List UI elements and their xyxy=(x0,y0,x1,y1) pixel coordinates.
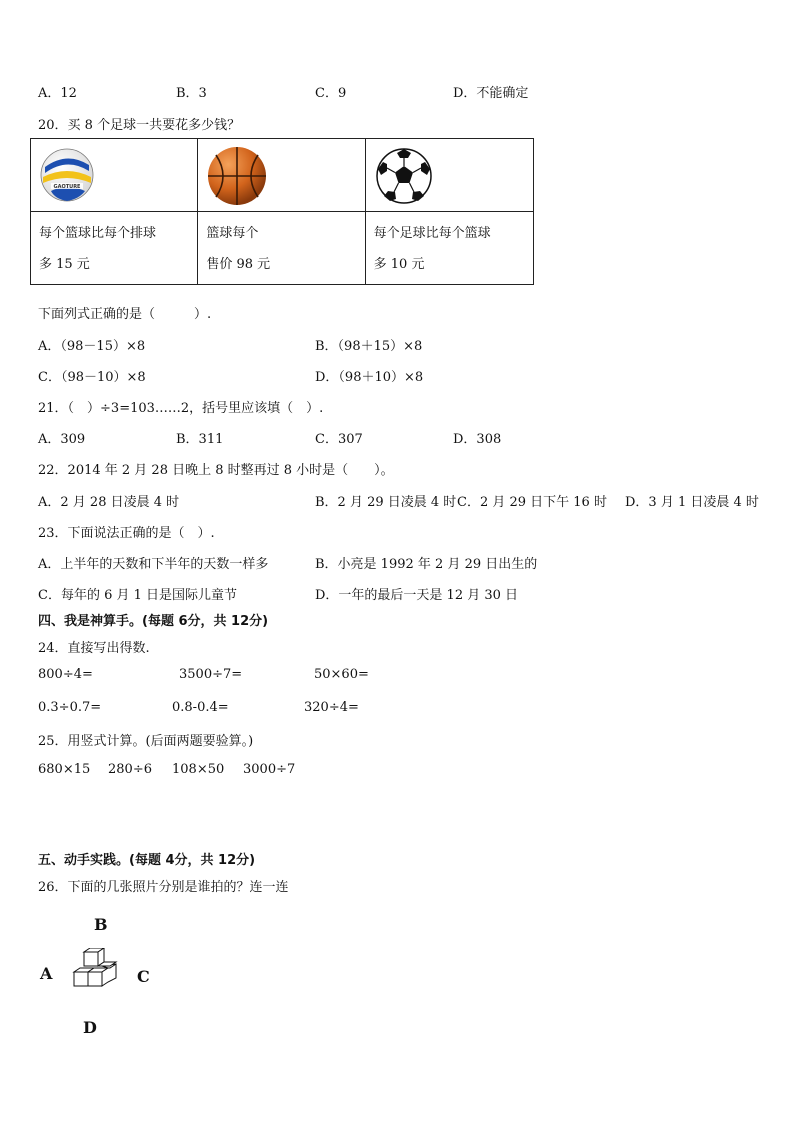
q21-option-c: C．307 xyxy=(315,432,363,447)
cell2-line1: 篮球每个 xyxy=(206,226,259,241)
q19-option-a: A．12 xyxy=(38,86,77,101)
cube-bl-front xyxy=(74,972,88,986)
q20-option-d: D．（98＋10）×8 xyxy=(315,370,424,385)
calc-320-div-4: 320÷4= xyxy=(304,700,359,715)
volleyball-brand: GAOTURE xyxy=(53,184,81,190)
soccer-text-cell xyxy=(365,212,533,285)
label-d: D xyxy=(83,1018,97,1037)
calc-800-div-4: 800÷4= xyxy=(38,667,93,682)
q21-stem: 21．（ ）÷3=103……2，括号里应该填（ ）. xyxy=(38,401,324,416)
q19-option-b: B．3 xyxy=(176,86,207,101)
vertical-calc-1: 680×15 xyxy=(38,762,91,777)
cell2-line2: 售价 98 元 xyxy=(206,257,271,272)
label-c: C xyxy=(137,967,150,986)
q25-stem: 25．用竖式计算。(后面两题要验算。) xyxy=(38,734,254,749)
q22-option-c: C．2 月 29 日下午 16 时 xyxy=(457,495,607,510)
cube-bm-front xyxy=(88,972,102,986)
calc-3500-div-7: 3500÷7= xyxy=(179,667,243,682)
q20-price-table xyxy=(30,138,534,285)
q24-stem: 24．直接写出得数. xyxy=(38,641,150,656)
volleyball-cell xyxy=(31,139,198,212)
q20-option-b: B．（98＋15）×8 xyxy=(315,339,423,354)
q23-stem: 23．下面说法正确的是（ ）. xyxy=(38,526,215,541)
soccer-ball-cell xyxy=(365,139,533,212)
q21-option-b: B．311 xyxy=(176,432,224,447)
q20-prompt: 下面列式正确的是（ ）. xyxy=(38,307,212,322)
cube-stack-diagram xyxy=(68,948,128,1008)
cube-top-front xyxy=(84,952,98,966)
q23-option-c: C．每年的 6 月 1 日是国际儿童节 xyxy=(38,588,238,603)
soccer-ball-icon xyxy=(375,147,433,205)
basketball-text-cell xyxy=(198,212,365,285)
q21-option-d: D．308 xyxy=(453,432,502,447)
vertical-calc-2: 280÷6 xyxy=(108,762,152,777)
q22-option-d: D．3 月 1 日凌晨 4 时 xyxy=(625,495,759,510)
q20-option-c: C．（98－10）×8 xyxy=(38,370,146,385)
q22-option-a: A．2 月 28 日凌晨 4 时 xyxy=(38,495,180,510)
label-a: A xyxy=(40,964,53,983)
section5-heading: 五、动手实践。(每题 4分，共 12分) xyxy=(38,853,256,868)
calc-50-times-60: 50×60= xyxy=(314,667,369,682)
q22-stem: 22．2014 年 2 月 28 日晚上 8 时整再过 8 小时是（ ）。 xyxy=(38,463,394,478)
cell1-line2: 多 15 元 xyxy=(39,257,90,272)
basketball-cell xyxy=(198,139,365,212)
q23-option-b: B．小亮是 1992 年 2 月 29 日出生的 xyxy=(315,557,538,572)
q19-option-d: D．不能确定 xyxy=(453,86,529,101)
q20-stem: 20．买 8 个足球一共要花多少钱？ xyxy=(38,118,241,133)
calc-0.3-div-0.7: 0.3÷0.7= xyxy=(38,700,102,715)
cell3-line1: 每个足球比每个篮球 xyxy=(373,226,491,241)
basketball-icon xyxy=(206,145,268,207)
volleyball-icon xyxy=(39,147,95,203)
q19-option-c: C．9 xyxy=(315,86,347,101)
q23-option-d: D．一年的最后一天是 12 月 30 日 xyxy=(315,588,519,603)
q20-option-a: A．（98－15）×8 xyxy=(38,339,146,354)
q23-option-a: A．上半年的天数和下半年的天数一样多 xyxy=(38,557,269,572)
vertical-calc-4: 3000÷7 xyxy=(243,762,296,777)
q21-option-a: A．309 xyxy=(38,432,86,447)
volleyball-text-cell xyxy=(31,212,198,285)
cell1-line1: 每个篮球比每个排球 xyxy=(39,226,157,241)
q26-stem: 26．下面的几张照片分别是谁拍的？连一连 xyxy=(38,880,289,895)
section4-heading: 四、我是神算手。(每题 6分，共 12分) xyxy=(38,614,269,629)
calc-0.8-minus-0.4: 0.8-0.4= xyxy=(172,700,229,715)
cell3-line2: 多 10 元 xyxy=(373,257,425,272)
q22-option-b: B．2 月 29 日凌晨 4 时 xyxy=(315,495,457,510)
label-b: B xyxy=(94,915,108,934)
vertical-calc-3: 108×50 xyxy=(172,762,225,777)
